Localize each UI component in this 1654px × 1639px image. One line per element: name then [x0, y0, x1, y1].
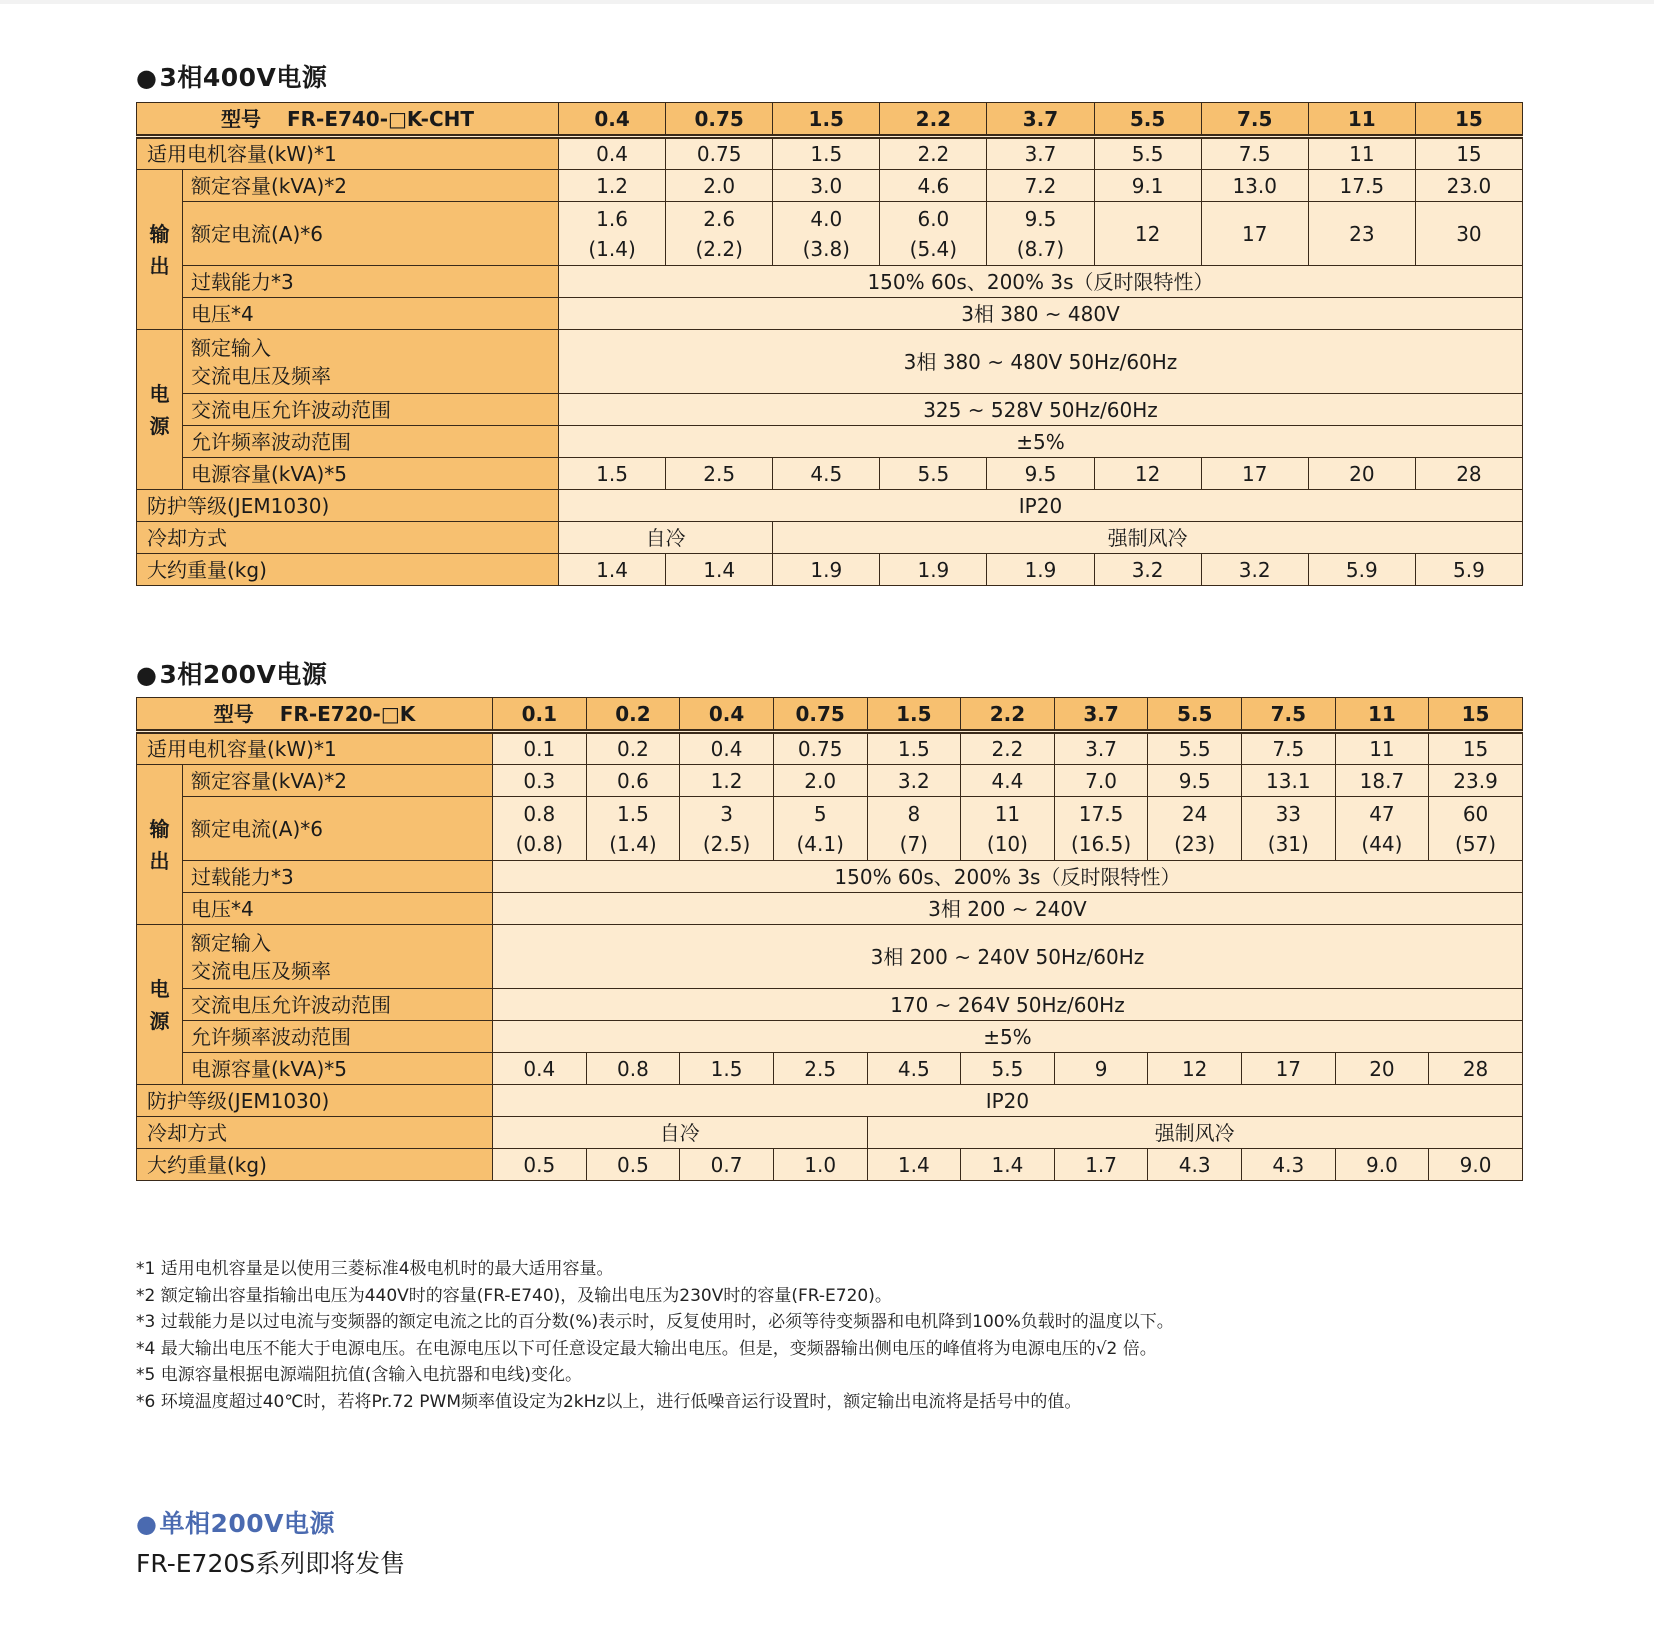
current-value: 12 [1134, 221, 1161, 246]
value-cell: 17 [1201, 458, 1308, 490]
label-output-voltage: 电压*4 [183, 298, 559, 330]
value-cell: 0.75 [773, 732, 867, 765]
label-protection: 防护等级(JEM1030) [137, 490, 559, 522]
current-value-low-noise: (3.8) [802, 236, 850, 261]
footnote-line: *5 电源容量根据电源端阻抗值(含输入电抗器和电线)变化。 [136, 1365, 582, 1385]
value-cell-dual [1054, 797, 1148, 861]
row-rated-input [137, 925, 1523, 989]
value-cell: 1.4 [867, 1149, 961, 1181]
value-cell: 13.1 [1242, 765, 1336, 797]
capacity-header: 2.2 [880, 103, 987, 137]
model-label-cell [137, 698, 493, 732]
current-value-low-noise: (8.7) [1016, 236, 1065, 261]
header-row [137, 103, 1523, 137]
capacity-header: 1.5 [867, 698, 961, 732]
row-output-voltage [137, 298, 1523, 330]
value-cell: 0.75 [666, 137, 773, 170]
value-cell: 17.5 [1308, 170, 1415, 202]
row-protection [137, 1085, 1523, 1117]
value-cell-dual [1201, 202, 1308, 266]
current-value: 2.6 [703, 206, 736, 231]
value-cell-dual [880, 202, 987, 266]
label-rated-input-line1: 额定输入 [191, 335, 271, 360]
model-label-cell [137, 103, 559, 137]
section-title-200v-text: 3相200V电源 [159, 660, 328, 689]
capacity-header: 5.5 [1148, 698, 1242, 732]
value-cell: 4.3 [1242, 1149, 1336, 1181]
value-cell: 9 [1054, 1053, 1148, 1085]
footnotes [136, 1256, 1174, 1415]
label-rated-input [183, 330, 559, 394]
footnote-line: *3 过载能力是以过电流与变频器的额定电流之比的百分数(%)表示时，反复使用时，必须等待变频器和电机降到100%负载时的温度以下。 [136, 1312, 1174, 1332]
capacity-header: 0.1 [493, 698, 587, 732]
section-title-single-phase-text: 单相200V电源 [159, 1509, 335, 1538]
value-cell: 4.3 [1148, 1149, 1242, 1181]
value-cell: 9.0 [1335, 1149, 1429, 1181]
row-rated-current [137, 202, 1523, 266]
section-title-400v-text: 3相400V电源 [159, 63, 328, 92]
value-cell: 3.7 [1054, 732, 1148, 765]
capacity-header: 15 [1429, 698, 1523, 732]
capacity-header: 1.5 [773, 103, 880, 137]
row-weight [137, 554, 1523, 586]
current-value: 1.6 [596, 206, 628, 231]
value-cell: 3.0 [773, 170, 880, 202]
value-cell: 1.2 [680, 765, 774, 797]
label-overload: 过载能力*3 [183, 266, 559, 298]
value-cell: 13.0 [1201, 170, 1308, 202]
label-output-voltage: 电压*4 [183, 893, 493, 925]
spec-table-400v [136, 102, 1523, 586]
capacity-header: 2.2 [961, 698, 1055, 732]
value-cell: 0.6 [586, 765, 680, 797]
value-cell: 3.2 [867, 765, 961, 797]
footnote-line: *6 环境温度超过40℃时，若将Pr.72 PWM频率值设定为2kHz以上，进行低噪音运行设置时，额定输出电流将是括号中的值。 [136, 1391, 1082, 1412]
value-cell: 7.0 [1054, 765, 1148, 797]
row-protection [137, 490, 1523, 522]
current-value-low-noise: (2.2) [695, 236, 743, 261]
row-rated-current [137, 797, 1523, 861]
value-cell: 1.9 [987, 554, 1094, 586]
value-cell: 18.7 [1335, 765, 1429, 797]
value-cell: 7.2 [987, 170, 1094, 202]
value-cell: 23.0 [1415, 170, 1522, 202]
value-cell: 7.5 [1201, 137, 1308, 170]
row-ac-range [137, 394, 1523, 426]
value-cell: 9.5 [987, 458, 1094, 490]
label-protection: 防护等级(JEM1030) [137, 1085, 493, 1117]
row-power-capacity [137, 1053, 1523, 1085]
value-cooling-self: 自冷 [493, 1117, 868, 1149]
current-value: 17 [1241, 221, 1268, 246]
current-value-low-noise: (31) [1267, 831, 1309, 856]
value-output-voltage: 3相 200 ~ 240V [493, 893, 1523, 925]
value-protection: IP20 [493, 1085, 1523, 1117]
current-value-low-noise: (57) [1455, 831, 1497, 856]
row-ac-range [137, 989, 1523, 1021]
label-rated-current: 额定电流(A)*6 [183, 202, 559, 266]
footnote-line: *2 额定输出容量指输出电压为440V时的容量(FR-E740)，及输出电压为230V时的容量(FR-E720)。 [136, 1285, 892, 1306]
row-overload [137, 266, 1523, 298]
value-freq-range: ±5% [493, 1021, 1523, 1053]
value-cell: 2.2 [961, 732, 1055, 765]
current-value: 23 [1349, 221, 1375, 246]
row-freq-range [137, 426, 1523, 458]
group-output: 输出 [137, 170, 183, 330]
value-output-voltage: 3相 380 ~ 480V [559, 298, 1523, 330]
value-rated-input: 3相 200 ~ 240V 50Hz/60Hz [493, 925, 1523, 989]
value-cell: 0.3 [493, 765, 587, 797]
capacity-header: 0.4 [680, 698, 774, 732]
label-ac-range: 交流电压允许波动范围 [183, 989, 493, 1021]
value-cell: 0.2 [586, 732, 680, 765]
label-ac-range: 交流电压允许波动范围 [183, 394, 559, 426]
group-power: 电源 [137, 330, 183, 490]
label-rated-current: 额定电流(A)*6 [183, 797, 493, 861]
footnote-line: *1 适用电机容量是以使用三菱标准4极电机时的最大适用容量。 [136, 1259, 614, 1279]
value-cell: 20 [1308, 458, 1415, 490]
capacity-header: 7.5 [1242, 698, 1336, 732]
value-cell-dual [1429, 797, 1523, 861]
current-value-low-noise: (0.8) [515, 831, 564, 856]
label-rated-input-line2: 交流电压及频率 [191, 958, 331, 983]
label-cooling: 冷却方式 [137, 1117, 493, 1149]
capacity-header: 3.7 [1054, 698, 1148, 732]
label-power-capacity: 电源容量(kVA)*5 [183, 1053, 493, 1085]
value-cooling-forced: 强制风冷 [773, 522, 1523, 554]
label-rated-input-line2: 交流电压及频率 [191, 363, 331, 388]
value-cell: 0.4 [493, 1053, 587, 1085]
value-cell: 3.2 [1201, 554, 1308, 586]
current-value-low-noise: (5.4) [909, 236, 958, 261]
label-motor-capacity: 适用电机容量(kW)*1 [137, 732, 493, 765]
value-cell-dual [1094, 202, 1201, 266]
value-cell: 0.5 [493, 1149, 587, 1181]
value-cell: 3.2 [1094, 554, 1201, 586]
value-cell: 1.9 [880, 554, 987, 586]
value-cell: 0.7 [680, 1149, 774, 1181]
spec-table-200v [136, 697, 1523, 1181]
value-ac-range: 325 ~ 528V 50Hz/60Hz [559, 394, 1523, 426]
current-value-low-noise: (1.4) [609, 831, 657, 856]
value-cell: 5.9 [1308, 554, 1415, 586]
capacity-header: 0.2 [586, 698, 680, 732]
current-value: 9.5 [1024, 206, 1057, 231]
value-cell: 2.5 [773, 1053, 867, 1085]
value-cell: 4.4 [961, 765, 1055, 797]
capacity-header: 5.5 [1094, 103, 1201, 137]
label-weight: 大约重量(kg) [137, 1149, 493, 1181]
capacity-header: 0.4 [559, 103, 666, 137]
footnote-line: *4 最大输出电压不能大于电源电压。在电源电压以下可任意设定最大输出电压。但是，变频器输出侧电压的峰值将为电源电压的√2 倍。 [136, 1338, 1157, 1359]
section-title-400v: ●3相400V电源 [136, 63, 328, 92]
value-cell-dual [680, 797, 774, 861]
current-value-low-noise: (16.5) [1070, 831, 1132, 856]
value-cell: 1.9 [773, 554, 880, 586]
value-cell: 0.4 [680, 732, 774, 765]
value-cell: 2.0 [773, 765, 867, 797]
value-cell: 1.0 [773, 1149, 867, 1181]
section-title-single-phase: ●单相200V电源 [136, 1509, 335, 1538]
value-cell: 4.6 [880, 170, 987, 202]
capacity-header: 11 [1308, 103, 1415, 137]
group-output: 输出 [137, 765, 183, 925]
value-cell: 0.5 [586, 1149, 680, 1181]
label-rated-input-line1: 额定输入 [191, 930, 271, 955]
current-value: 60 [1462, 801, 1489, 826]
value-cell: 28 [1429, 1053, 1523, 1085]
label-rated-capacity: 额定容量(kVA)*2 [183, 170, 559, 202]
group-power: 电源 [137, 925, 183, 1085]
value-cell: 0.1 [493, 732, 587, 765]
value-cell: 23.9 [1429, 765, 1523, 797]
current-value-low-noise: (7) [899, 831, 928, 856]
value-rated-input: 3相 380 ~ 480V 50Hz/60Hz [559, 330, 1523, 394]
label-overload: 过载能力*3 [183, 861, 493, 893]
current-value-low-noise: (23) [1174, 831, 1216, 856]
row-cooling [137, 1117, 1523, 1149]
coming-soon-text: FR-E720S系列即将发售 [136, 1549, 406, 1578]
value-overload: 150% 60s、200% 3s（反时限特性） [559, 266, 1523, 298]
value-cell: 9.1 [1094, 170, 1201, 202]
value-cooling-forced: 强制风冷 [867, 1117, 1522, 1149]
model-name: FR-E740-□K-CHT [286, 106, 475, 131]
label-freq-range: 允许频率波动范围 [183, 1021, 493, 1053]
model-label: 型号 [220, 106, 261, 131]
capacity-header: 3.7 [987, 103, 1094, 137]
value-cell: 12 [1148, 1053, 1242, 1085]
current-value: 0.8 [523, 801, 556, 826]
value-cell: 11 [1308, 137, 1415, 170]
value-cell: 0.8 [586, 1053, 680, 1085]
value-cell: 1.4 [666, 554, 773, 586]
value-cell-dual [1415, 202, 1522, 266]
value-cell: 1.5 [773, 137, 880, 170]
value-cell: 1.5 [680, 1053, 774, 1085]
value-cell-dual [666, 202, 773, 266]
value-cell: 1.2 [559, 170, 666, 202]
top-border-line [0, 0, 1654, 4]
current-value: 17.5 [1078, 801, 1124, 826]
current-value-low-noise: (44) [1361, 831, 1403, 856]
value-cell: 7.5 [1242, 732, 1336, 765]
value-freq-range: ±5% [559, 426, 1523, 458]
value-cell: 1.4 [961, 1149, 1055, 1181]
section-title-200v: ●3相200V电源 [136, 660, 328, 689]
value-cell-dual [1242, 797, 1336, 861]
value-cell: 17 [1242, 1053, 1336, 1085]
current-value: 33 [1275, 801, 1302, 826]
value-cell-dual [1308, 202, 1415, 266]
value-cell: 5.5 [1094, 137, 1201, 170]
value-cell: 9.5 [1148, 765, 1242, 797]
row-motor-capacity [137, 732, 1523, 765]
value-cell-dual [586, 797, 680, 861]
label-motor-capacity: 适用电机容量(kW)*1 [137, 137, 559, 170]
label-rated-capacity: 额定容量(kVA)*2 [183, 765, 493, 797]
current-value: 3 [720, 801, 733, 826]
current-value: 1.5 [617, 801, 649, 826]
current-value: 30 [1456, 221, 1482, 246]
row-freq-range [137, 1021, 1523, 1053]
header-row [137, 698, 1523, 732]
value-cell-dual [867, 797, 961, 861]
label-rated-input [183, 925, 493, 989]
value-cell: 2.5 [666, 458, 773, 490]
row-power-capacity [137, 458, 1523, 490]
current-value: 6.0 [917, 206, 950, 231]
current-value-low-noise: (10) [986, 831, 1028, 856]
row-weight [137, 1149, 1523, 1181]
row-rated-input [137, 330, 1523, 394]
value-cell: 4.5 [867, 1053, 961, 1085]
value-overload: 150% 60s、200% 3s（反时限特性） [493, 861, 1523, 893]
value-cell-dual [493, 797, 587, 861]
value-cell: 0.4 [559, 137, 666, 170]
value-cell: 1.4 [559, 554, 666, 586]
current-value: 4.0 [810, 206, 843, 231]
value-cell: 15 [1415, 137, 1522, 170]
value-protection: IP20 [559, 490, 1523, 522]
label-freq-range: 允许频率波动范围 [183, 426, 559, 458]
value-cell: 5.5 [1148, 732, 1242, 765]
current-value-low-noise: (2.5) [702, 831, 751, 856]
value-cell-dual [773, 202, 880, 266]
current-value: 47 [1369, 801, 1395, 826]
model-label: 型号 [213, 701, 254, 726]
value-cell: 2.2 [880, 137, 987, 170]
value-cell-dual [773, 797, 867, 861]
current-value-low-noise: (1.4) [588, 236, 636, 261]
current-value-low-noise: (4.1) [796, 831, 844, 856]
value-cell: 2.0 [666, 170, 773, 202]
value-cell: 20 [1335, 1053, 1429, 1085]
row-rated-capacity [137, 170, 1523, 202]
label-power-capacity: 电源容量(kVA)*5 [183, 458, 559, 490]
capacity-header: 7.5 [1201, 103, 1308, 137]
current-value: 11 [994, 801, 1021, 826]
value-ac-range: 170 ~ 264V 50Hz/60Hz [493, 989, 1523, 1021]
current-value: 5 [813, 801, 827, 826]
current-value: 24 [1181, 801, 1208, 826]
value-cell: 15 [1429, 732, 1523, 765]
value-cell: 5.5 [961, 1053, 1055, 1085]
label-weight: 大约重量(kg) [137, 554, 559, 586]
value-cooling-self: 自冷 [559, 522, 773, 554]
value-cell: 1.5 [867, 732, 961, 765]
value-cell: 5.5 [880, 458, 987, 490]
value-cell: 28 [1415, 458, 1522, 490]
capacity-header: 11 [1335, 698, 1429, 732]
row-rated-capacity [137, 765, 1523, 797]
value-cell-dual [987, 202, 1094, 266]
row-motor-capacity [137, 137, 1523, 170]
value-cell: 9.0 [1429, 1149, 1523, 1181]
value-cell-dual [1148, 797, 1242, 861]
current-value: 8 [907, 801, 921, 826]
label-cooling: 冷却方式 [137, 522, 559, 554]
row-overload [137, 861, 1523, 893]
value-cell-dual [559, 202, 666, 266]
value-cell: 5.9 [1415, 554, 1522, 586]
capacity-header: 15 [1415, 103, 1522, 137]
value-cell-dual [1335, 797, 1429, 861]
value-cell: 1.5 [559, 458, 666, 490]
model-name: FR-E720-□K [279, 701, 416, 726]
value-cell: 12 [1094, 458, 1201, 490]
capacity-header: 0.75 [773, 698, 867, 732]
row-cooling [137, 522, 1523, 554]
value-cell-dual [961, 797, 1055, 861]
row-output-voltage [137, 893, 1523, 925]
value-cell: 11 [1335, 732, 1429, 765]
value-cell: 1.7 [1054, 1149, 1148, 1181]
value-cell: 4.5 [773, 458, 880, 490]
value-cell: 3.7 [987, 137, 1094, 170]
capacity-header: 0.75 [666, 103, 773, 137]
